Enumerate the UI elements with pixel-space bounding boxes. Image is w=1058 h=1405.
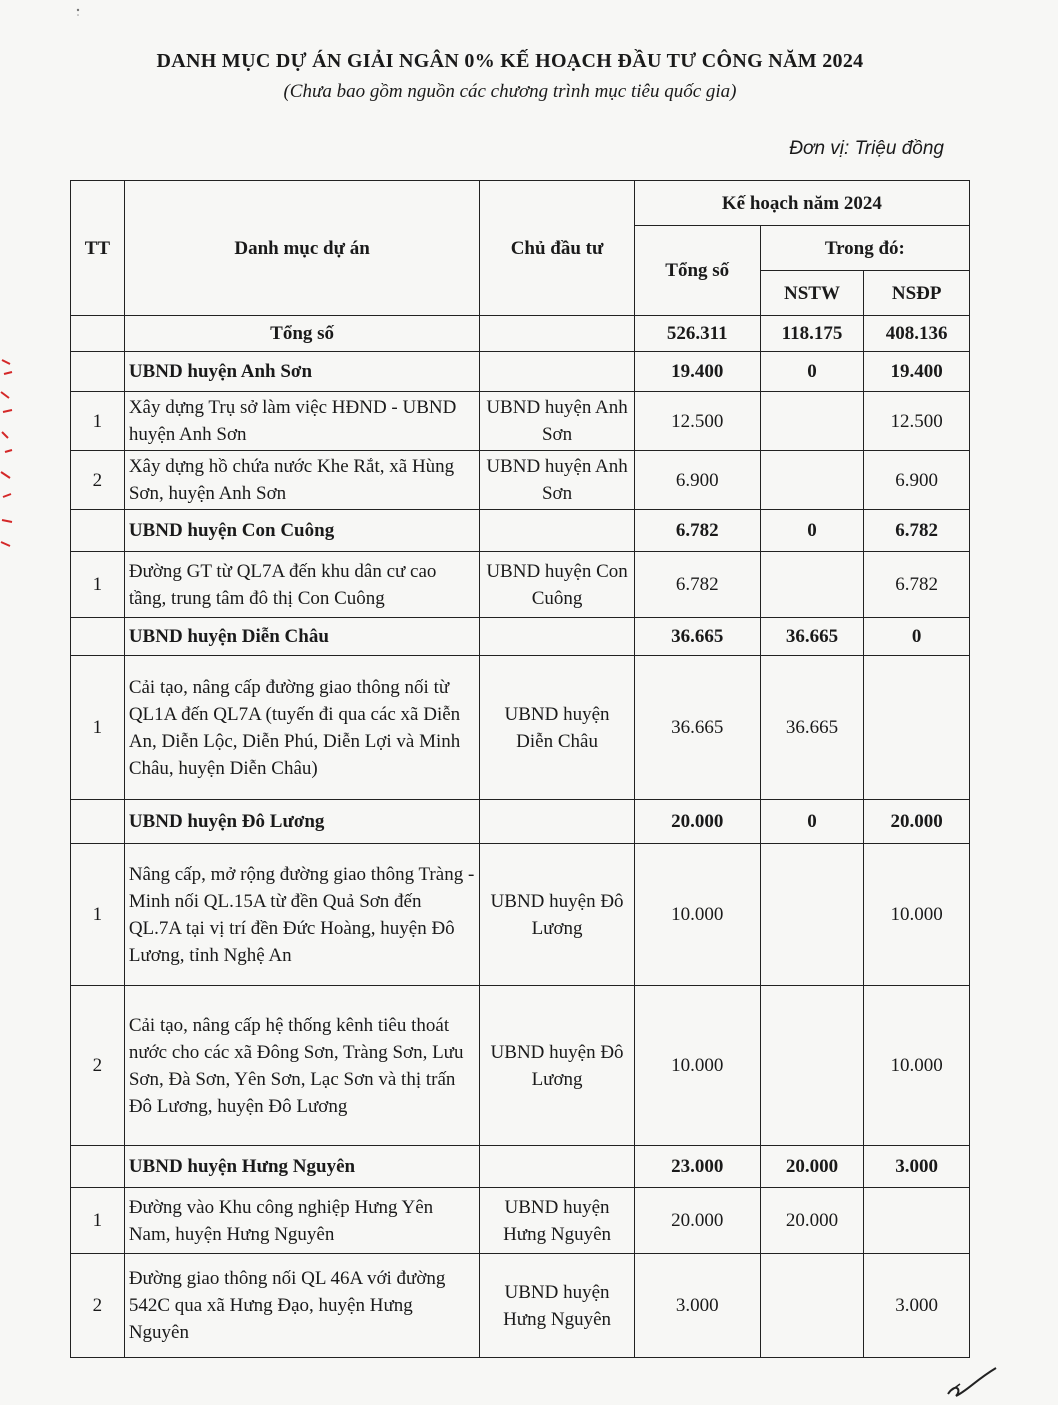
grand-total-label: Tổng số: [124, 316, 480, 352]
header-of-which: Trong đó:: [760, 226, 969, 271]
row-project: Xây dựng Trụ sở làm việc HĐND - UBND huyện Anh Sơn: [124, 392, 480, 451]
row-total: 10.000: [634, 844, 760, 986]
row-nstw: [760, 1254, 864, 1358]
header-plan: Kế hoạch năm 2024: [634, 181, 969, 226]
row-nstw: [760, 986, 864, 1146]
project-row: [71, 552, 970, 618]
grand-total-nstw: 118.175: [760, 316, 864, 352]
group-name: UBND huyện Anh Sơn: [124, 352, 480, 392]
row-owner: UBND huyện Anh Sơn: [480, 451, 634, 510]
row-nstw: [760, 392, 864, 451]
grand-total-total: 526.311: [634, 316, 760, 352]
group-row: [71, 352, 970, 392]
group-owner: [480, 1146, 634, 1188]
project-row: [71, 656, 970, 800]
group-tt: [71, 352, 125, 392]
row-total: 6.900: [634, 451, 760, 510]
row-total: 6.782: [634, 552, 760, 618]
group-nstw: 0: [760, 800, 864, 844]
project-row: [71, 392, 970, 451]
group-tt: [71, 800, 125, 844]
row-tt: 1: [71, 552, 125, 618]
row-project: Đường giao thông nối QL 46A với đường 542C qua xã Hưng Đạo, huyện Hưng Nguyên: [124, 1254, 480, 1358]
group-nsdp: 3.000: [864, 1146, 970, 1188]
group-tt: [71, 618, 125, 656]
row-project: Đường GT từ QL7A đến khu dân cư cao tầng, trung tâm đô thị Con Cuông: [124, 552, 480, 618]
header-owner: Chủ đầu tư: [480, 181, 634, 316]
row-project: Nâng cấp, mở rộng đường giao thông Tràng - Minh nối QL.15A từ đền Quả Sơn đến QL.7A tại vị trí đền Đức Hoàng, huyện Đô Lương, tỉnh Nghệ An: [124, 844, 480, 986]
header-project: Danh mục dự án: [124, 181, 480, 316]
group-nsdp: 6.782: [864, 510, 970, 552]
row-total: 3.000: [634, 1254, 760, 1358]
row-owner: UBND huyện Anh Sơn: [480, 392, 634, 451]
red-seal-edge: [0, 352, 14, 552]
row-nsdp: 12.500: [864, 392, 970, 451]
row-owner: UBND huyện Đô Lương: [480, 844, 634, 986]
group-row: [71, 618, 970, 656]
group-nsdp: 19.400: [864, 352, 970, 392]
row-project: Cải tạo, nâng cấp hệ thống kênh tiêu thoát nước cho các xã Đông Sơn, Tràng Sơn, Lưu Sơn, Đà Sơn, Yên Sơn, Lạc Sơn và thị trấn Đô Lương, huyện Đô Lương: [124, 986, 480, 1146]
row-nsdp: [864, 1188, 970, 1254]
project-table: [70, 180, 970, 1358]
row-total: 36.665: [634, 656, 760, 800]
group-total: 6.782: [634, 510, 760, 552]
group-nstw: 20.000: [760, 1146, 864, 1188]
row-tt: 2: [71, 451, 125, 510]
project-row: [71, 986, 970, 1146]
row-tt: 2: [71, 986, 125, 1146]
row-nsdp: [864, 656, 970, 800]
group-name: UBND huyện Hưng Nguyên: [124, 1146, 480, 1188]
group-owner: [480, 352, 634, 392]
group-row: [71, 800, 970, 844]
row-total: 10.000: [634, 986, 760, 1146]
group-tt: [71, 1146, 125, 1188]
document-title: DANH MỤC DỰ ÁN GIẢI NGÂN 0% KẾ HOẠCH ĐẦU TƯ CÔNG NĂM 2024: [156, 50, 864, 72]
row-project: Cải tạo, nâng cấp đường giao thông nối từ QL1A đến QL7A (tuyến đi qua các xã Diễn An, Diễn Lộc, Diễn Phú, Diễn Lợi và Minh Châu, huyện Diễn Châu): [124, 656, 480, 800]
row-nstw: [760, 451, 864, 510]
row-owner: UBND huyện Đô Lương: [480, 986, 634, 1146]
row-total: 20.000: [634, 1188, 760, 1254]
group-nstw: 0: [760, 510, 864, 552]
group-name: UBND huyện Diễn Châu: [124, 618, 480, 656]
group-nstw: 0: [760, 352, 864, 392]
group-owner: [480, 800, 634, 844]
row-tt: 1: [71, 1188, 125, 1254]
row-owner: UBND huyện Con Cuông: [480, 552, 634, 618]
row-nsdp: 10.000: [864, 986, 970, 1146]
group-name: UBND huyện Đô Lương: [124, 800, 480, 844]
group-total: 23.000: [634, 1146, 760, 1188]
row-nsdp: 3.000: [864, 1254, 970, 1358]
group-name: UBND huyện Con Cuông: [124, 510, 480, 552]
row-tt: 1: [71, 844, 125, 986]
grand-total-owner: [480, 316, 634, 352]
group-total: 20.000: [634, 800, 760, 844]
group-nsdp: 0: [864, 618, 970, 656]
group-nsdp: 20.000: [864, 800, 970, 844]
group-row: [71, 510, 970, 552]
row-nstw: 20.000: [760, 1188, 864, 1254]
grand-total-tt: [71, 316, 125, 352]
project-row: [71, 844, 970, 986]
row-nsdp: 6.900: [864, 451, 970, 510]
row-tt: 1: [71, 392, 125, 451]
header-nsdp: NSĐP: [864, 271, 970, 316]
scan-speck: [76, 4, 80, 14]
row-tt: 2: [71, 1254, 125, 1358]
row-nstw: [760, 844, 864, 986]
group-owner: [480, 618, 634, 656]
header-total: Tổng số: [634, 226, 760, 316]
project-row: [71, 1254, 970, 1358]
row-project: Đường vào Khu công nghiệp Hưng Yên Nam, huyện Hưng Nguyên: [124, 1188, 480, 1254]
group-tt: [71, 510, 125, 552]
header-nstw: NSTW: [760, 271, 864, 316]
row-nsdp: 6.782: [864, 552, 970, 618]
grand-total-row: [71, 316, 970, 352]
row-nstw: [760, 552, 864, 618]
row-project: Xây dựng hồ chứa nước Khe Rắt, xã Hùng Sơn, huyện Anh Sơn: [124, 451, 480, 510]
group-row: [71, 1146, 970, 1188]
group-nstw: 36.665: [760, 618, 864, 656]
row-owner: UBND huyện Diễn Châu: [480, 656, 634, 800]
group-total: 19.400: [634, 352, 760, 392]
group-total: 36.665: [634, 618, 760, 656]
grand-total-nsdp: 408.136: [864, 316, 970, 352]
document-subtitle: (Chưa bao gồm nguồn các chương trình mục tiêu quốc gia): [283, 81, 737, 102]
row-owner: UBND huyện Hưng Nguyên: [480, 1188, 634, 1254]
row-nstw: 36.665: [760, 656, 864, 800]
project-row: [71, 451, 970, 510]
unit-note: Đơn vị: Triệu đồng: [789, 138, 944, 159]
header-tt: TT: [71, 181, 125, 316]
row-nsdp: 10.000: [864, 844, 970, 986]
row-owner: UBND huyện Hưng Nguyên: [480, 1254, 634, 1358]
project-row: [71, 1188, 970, 1254]
row-total: 12.500: [634, 392, 760, 451]
initials-signature: [942, 1360, 1002, 1400]
row-tt: 1: [71, 656, 125, 800]
group-owner: [480, 510, 634, 552]
